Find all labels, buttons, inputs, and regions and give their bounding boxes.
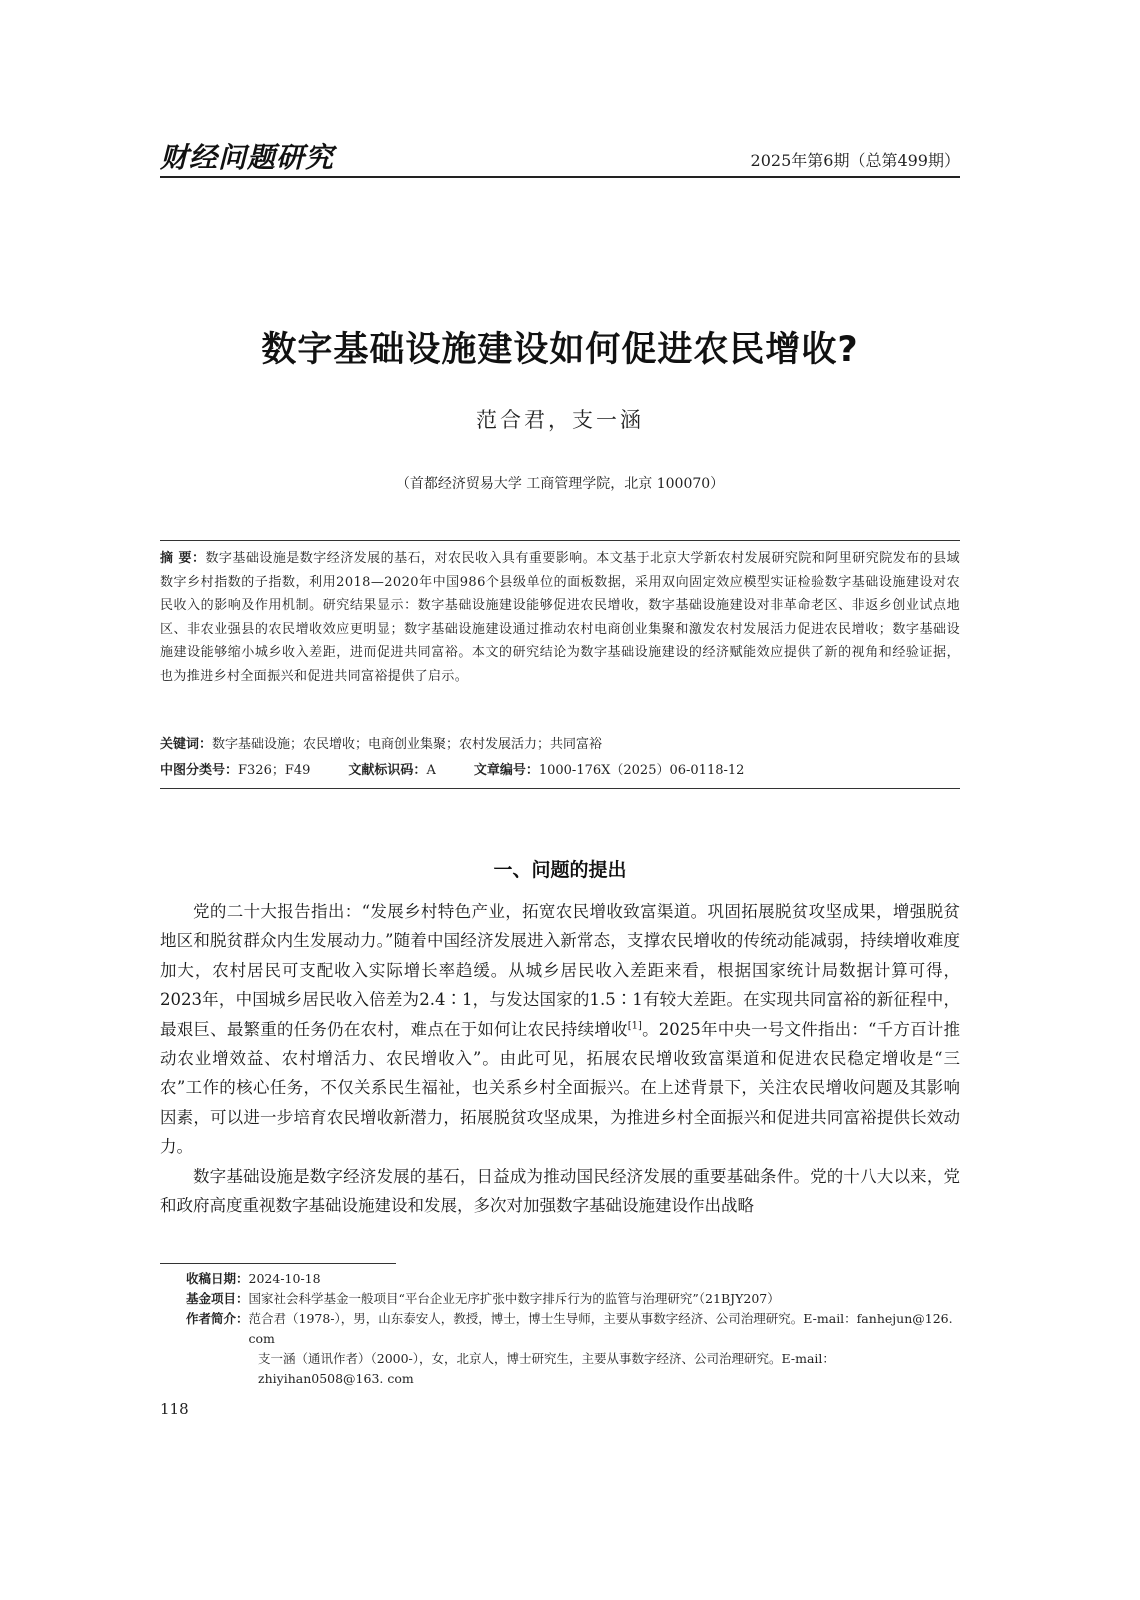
journal-logo: 财经问题研究 bbox=[160, 141, 335, 174]
doc-code-value: A bbox=[426, 763, 436, 778]
citation-ref[interactable]: [1] bbox=[627, 1020, 642, 1032]
body-text bbox=[160, 897, 960, 1220]
author1-bio: 范合君（1978-），男，山东泰安人，教授，博士，博士生导师，主要从事数字经济、公司治理研究。E-mail：fanhejun@126. com bbox=[248, 1311, 953, 1346]
clc-label: 中图分类号： bbox=[160, 763, 239, 778]
abstract bbox=[160, 547, 960, 689]
footnote-rule bbox=[160, 1263, 396, 1264]
abstract-label: 摘 要： bbox=[160, 551, 206, 566]
keywords-line bbox=[160, 735, 960, 755]
clc-value: F326；F49 bbox=[238, 763, 311, 778]
keywords-text: 数字基础设施；农民增收；电商创业集聚；农村发展活力；共同富裕 bbox=[212, 737, 603, 752]
abstract-text: 数字基础设施是数字经济发展的基石，对农民收入具有重要影响。本文基于北京大学新农村发展研究院和阿里研究院发布的县域数字乡村指数的子指数，利用2018—2020年中国986个县级单位的面板数据，采用双向固定效应模型实证检验数字基础设施建设对农民收入的影响及作用机制。研究结果显示：数字基础设施建设能够促进农民增收，数字基础设施建设对非革命老区、非返乡创业试点地区、非农业强县的农民增收效应更明显；数字基础设施建设通过推动农村电商创业集聚和激发农村发展活力促进农民增收；数字基础设施建设能够缩小城乡收入差距，进而促进共同富裕。本文的研究结论为数字基础设施建设的经济赋能效应提供了新的视角和经验证据，也为推进乡村全面振兴和促进共同富裕提供了启示。 bbox=[160, 551, 960, 684]
paragraph-text: 党的二十大报告指出：“发展乡村特色产业，拓宽农民增收致富渠道。巩固拓展脱贫攻坚成果，增强脱贫地区和脱贫群众内生发展动力。”随着中国经济发展进入新常态，支撑农民增收的传统动能减弱，持续增收难度加大，农村居民可支配收入实际增长率趋缓。从城乡居民收入差距来看，根据国家统计局数据计算可得，2023年，中国城乡居民收入倍差为2.4∶1，与发达国家的1.5∶1有较大差距。在实现共同富裕的新征程中，最艰巨、最繁重的任务仍在农村，难点在于如何让农民持续增收 bbox=[160, 902, 960, 1039]
page-number: 118 bbox=[160, 1400, 189, 1418]
issue-info: 2025年第6期（总第499期） bbox=[750, 151, 960, 170]
received-date bbox=[186, 1269, 960, 1289]
doc-code-label: 文献标识码： bbox=[348, 763, 427, 778]
abstract-top-rule bbox=[160, 540, 960, 541]
received-label: 收稿日期： bbox=[186, 1271, 249, 1286]
body-paragraph bbox=[160, 897, 960, 1162]
abstract-bottom-rule bbox=[160, 788, 960, 789]
paragraph-text: 。2025年中央一号文件指出：“千方百计推动农业增效益、农村增活力、农民增收入”。由此可见，拓展农民增收致富渠道和促进农民稳定增收是“三农”工作的核心任务，不仅关系民生福祉，也关系乡村全面振兴。在上述背景下，关注农民增收问题及其影响因素，可以进一步培育农民增收新潜力，拓展脱贫攻坚成果，为推进乡村全面振兴和促进共同富裕提供长效动力。 bbox=[160, 1019, 960, 1157]
body-paragraph: 数字基础设施是数字经济发展的基石，日益成为推动国民经济发展的重要基础条件。党的十八大以来，党和政府高度重视数字基础设施建设和发展，多次对加强数字基础设施建设作出战略 bbox=[160, 1166, 960, 1216]
fund-label: 基金项目： bbox=[186, 1291, 249, 1306]
article-title: 数字基础设施建设如何促进农民增收? bbox=[261, 330, 859, 370]
author2-bio: 支一涵（通讯作者）（2000-），女，北京人，博士研究生，主要从事数字经济、公司治理研究。E-mail：zhiyihan0508@163. com bbox=[258, 1351, 835, 1386]
header-rule bbox=[160, 176, 960, 178]
author-affiliation: （首都经济贸易大学 工商管理学院，北京 100070） bbox=[395, 476, 725, 492]
article-number-value: 1000-176X（2025）06-0118-12 bbox=[538, 763, 745, 778]
received-value: 2024-10-18 bbox=[248, 1271, 321, 1286]
classification-line bbox=[160, 761, 960, 781]
keywords-label: 关键词： bbox=[160, 737, 213, 752]
section-heading: 一、问题的提出 bbox=[493, 859, 627, 881]
author-bio bbox=[186, 1309, 960, 1349]
footnotes bbox=[186, 1269, 960, 1389]
author-bio-label: 作者简介： bbox=[186, 1311, 249, 1326]
article-number-label: 文章编号： bbox=[473, 763, 539, 778]
fund-project bbox=[186, 1289, 960, 1309]
article-authors: 范合君，支一涵 bbox=[476, 408, 644, 432]
fund-value: 国家社会科学基金一般项目“平台企业无序扩张中数字排斥行为的监管与治理研究”（21BJY207） bbox=[248, 1291, 780, 1306]
